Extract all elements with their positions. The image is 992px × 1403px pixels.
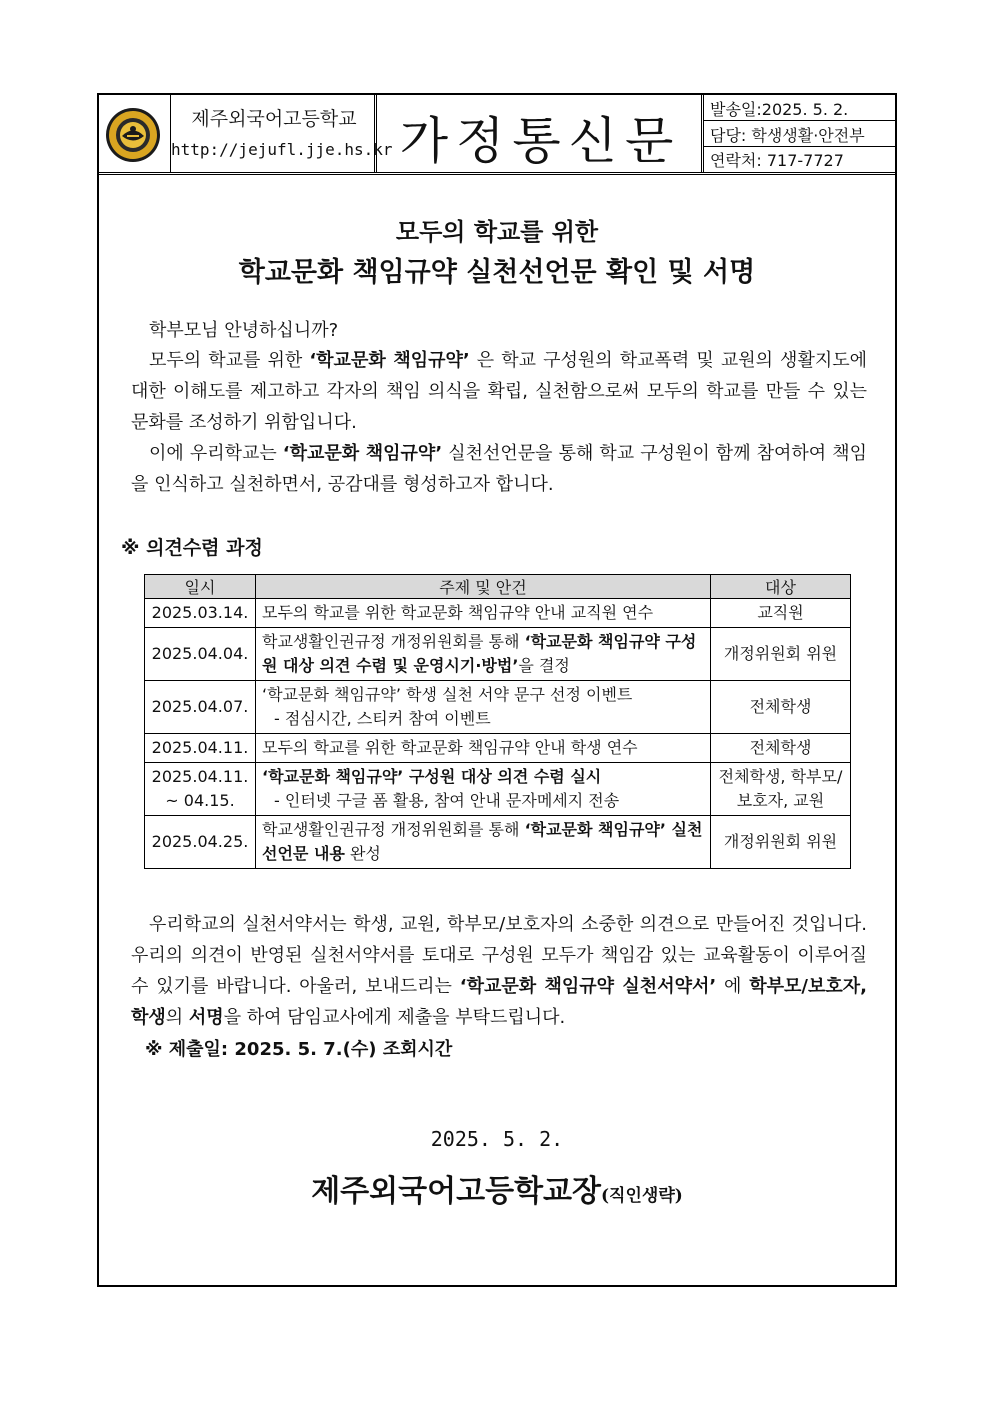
row-date: 2025.04.07. xyxy=(145,681,256,734)
table-row xyxy=(145,763,851,816)
row-topic: 모두의 학교를 위한 학교문화 책임규약 안내 교직원 연수 xyxy=(256,599,711,628)
table-row xyxy=(145,816,851,869)
table-row xyxy=(145,628,851,681)
issue-info-cell xyxy=(704,95,895,172)
issue-date: 발송일:2025. 5. 2. xyxy=(710,100,849,119)
header-target: 대상 xyxy=(711,575,851,599)
row-target: 전체학생, 학부모/보호자, 교원 xyxy=(711,763,851,816)
row-topic: ‘학교문화 책임규약’ 구성원 대상 의견 수렴 실시 - 인터넷 구글 폼 활용, 참여 안내 문자메세지 전송 xyxy=(256,763,711,816)
header-date: 일시 xyxy=(145,575,256,599)
intro-paragraph: 모두의 학교를 위한 ‘학교문화 책임규약’ 은 학교 구성원의 학교폭력 및 교원의 생활지도에 대한 이해도를 제고하고 각자의 책임 의식을 확립, 실천함으로써 모두의 학교를 만들 수 있는 문화를 조성하기 위함입니다. xyxy=(131,350,867,433)
row-date: 2025.04.11. xyxy=(145,734,256,763)
greeting: 학부모님 안녕하십니까? xyxy=(149,320,339,341)
school-name: 제주외국어고등학교 xyxy=(191,108,357,130)
logo-cell xyxy=(99,95,171,172)
opinion-collection-table xyxy=(144,574,851,869)
section-title: ※ 의견수렴 과정 xyxy=(121,537,263,559)
table-row xyxy=(145,734,851,763)
document-title-line2: 학교문화 책임규약 실천선언문 확인 및 서명 xyxy=(238,257,756,288)
school-url[interactable]: http://jejufl.jje.hs.kr xyxy=(171,140,393,159)
row-target: 전체학생 xyxy=(711,681,851,734)
department: 담당: 학생생활·안전부 xyxy=(710,126,865,145)
row-date: 2025.03.14. xyxy=(145,599,256,628)
row-date: 2025.04.11. ~ 04.15. xyxy=(145,763,256,816)
row-target: 교직원 xyxy=(711,599,851,628)
school-info-cell xyxy=(171,95,393,172)
row-topic: ‘학교문화 책임규약’ 학생 실천 서약 문구 선정 이벤트 - 점심시간, 스티커 참여 이벤트 xyxy=(256,681,711,734)
submission-deadline: ※ 제출일: 2025. 5. 7.(수) 조회시간 xyxy=(145,1039,453,1060)
seal-note: (직인생략) xyxy=(601,1186,683,1206)
table-row xyxy=(145,599,851,628)
row-topic: 모두의 학교를 위한 학교문화 책임규약 안내 학생 연수 xyxy=(256,734,711,763)
title-cell xyxy=(377,95,704,172)
row-target: 전체학생 xyxy=(711,734,851,763)
principal-signature: 제주외국어고등학교장(직인생략) xyxy=(311,1174,683,1209)
purpose-paragraph: 이에 우리학교는 ‘학교문화 책임규약’ 실천선언문을 통해 학교 구성원이 함께 참여하여 책임을 인식하고 실천하면서, 공감대를 형성하고자 합니다. xyxy=(131,443,867,495)
document-title-line1: 모두의 학교를 위한 xyxy=(395,218,599,246)
row-target: 개정위원회 위원 xyxy=(711,816,851,869)
row-topic: 학교생활인권규정 개정위원회를 통해 ‘학교문화 책임규약’ 실천선언문 내용 완성 xyxy=(256,816,711,869)
row-target: 개정위원회 위원 xyxy=(711,628,851,681)
request-paragraph: 우리학교의 실천서약서는 학생, 교원, 학부모/보호자의 소중한 의견으로 만들어진 것입니다. 우리의 의견이 반영된 실천서약서를 토대로 구성원 모두가 책임감 있는 교육활동이 이루어질 수 있기를 바랍니다. 아울러, 보내드리는 ‘학교문화 책임규약 실천서약서’ 에 학부모/보호자, 학생의 서명을 하여 담임교사에게 제출을 부탁드립니다. xyxy=(131,914,867,1028)
school-logo xyxy=(105,107,161,163)
row-date: 2025.04.25. xyxy=(145,816,256,869)
notice-title: 가정통신문 xyxy=(399,112,682,170)
header-topic: 주제 및 안건 xyxy=(256,575,711,599)
notice-header xyxy=(99,95,895,175)
table-header-row xyxy=(145,575,851,599)
info-divider xyxy=(704,146,895,147)
closing-date: 2025. 5. 2. xyxy=(430,1127,564,1151)
row-date: 2025.04.04. xyxy=(145,628,256,681)
table-row xyxy=(145,681,851,734)
contact: 연락처: 717-7727 xyxy=(710,151,844,170)
notice-frame xyxy=(97,93,897,1287)
row-topic: 학교생활인권규정 개정위원회를 통해 ‘학교문화 책임규약 구성원 대상 의견 수렴 및 운영시기·방법’을 결정 xyxy=(256,628,711,681)
info-divider xyxy=(704,120,895,121)
